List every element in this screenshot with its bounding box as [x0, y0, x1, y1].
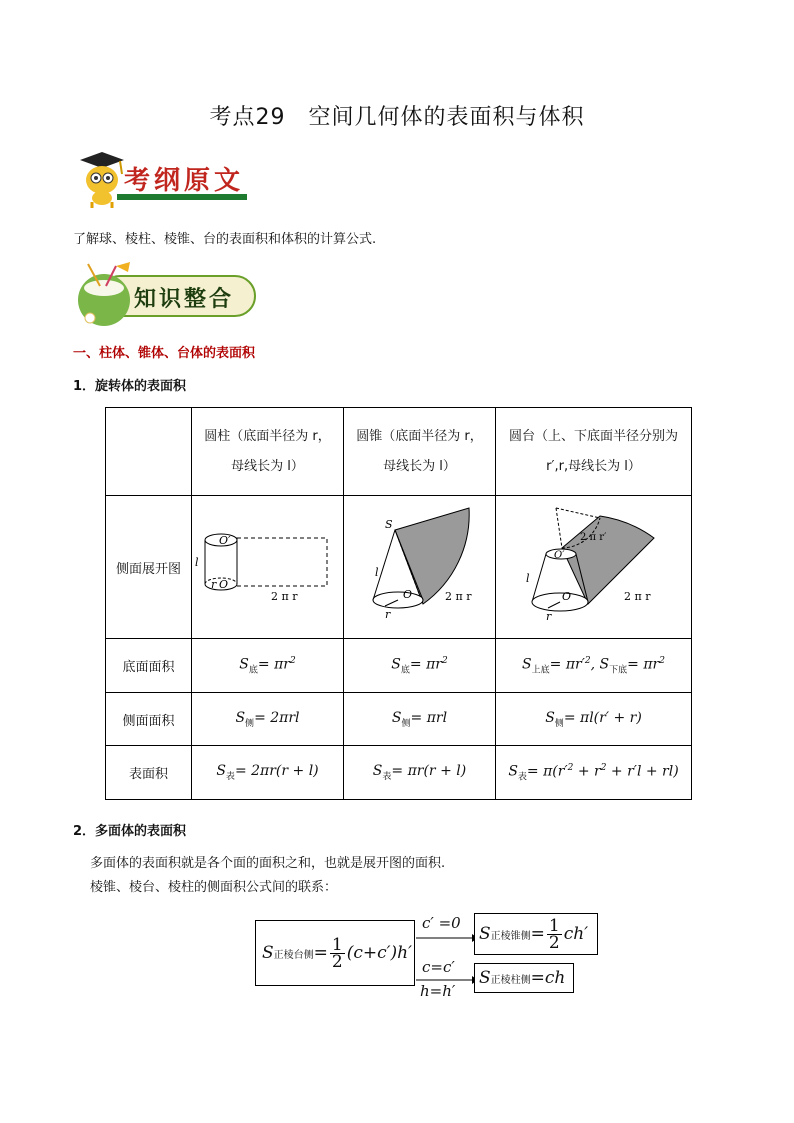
- frustum-label-arc: 2 π r: [624, 590, 651, 603]
- equals: =: [530, 924, 545, 944]
- formula-rest: (c+c′)h′: [346, 943, 412, 963]
- rhs: = πr: [257, 656, 290, 673]
- cyl-label-r: r: [210, 578, 216, 591]
- subscript: 侧: [554, 718, 564, 729]
- subscript: 侧: [245, 718, 255, 729]
- subscript: 正棱台侧: [273, 949, 314, 961]
- rhs: = 2πrl: [254, 709, 300, 726]
- cyl-label-arc: 2 π r: [270, 590, 297, 603]
- cone-lateral-area: [344, 693, 496, 746]
- row-label-base: 底面面积: [106, 639, 192, 693]
- rhs: = πr′: [549, 656, 585, 673]
- subscript: 表: [382, 771, 392, 782]
- symbol-S: S: [372, 763, 383, 780]
- exponent: 2: [289, 655, 296, 666]
- subscript: 表: [225, 771, 235, 782]
- symbol-S: S: [262, 943, 274, 963]
- symbol-S: S: [216, 763, 226, 780]
- cone-label-l: l: [374, 566, 379, 579]
- symbol-S: S: [522, 656, 532, 673]
- rhs: = πrl: [410, 709, 448, 726]
- frustum-lateral-area: [496, 693, 692, 746]
- rhs: + r: [573, 763, 601, 780]
- cylinder-base-area: [192, 639, 344, 693]
- rhs: = πl(r′ + r): [563, 709, 642, 726]
- poly-text-1: 多面体的表面积就是各个面的面积之和，也就是展开图的面积.: [90, 856, 446, 871]
- subscript: 底: [248, 665, 258, 676]
- symbol-S: S: [235, 709, 246, 726]
- rhs: = π(r′: [526, 763, 568, 780]
- exponent: 2: [659, 655, 665, 666]
- formula-rest: =ch: [530, 968, 566, 988]
- frustum-label-O: O: [562, 590, 572, 603]
- symbol-S: S: [479, 924, 491, 944]
- fraction-half: [330, 934, 345, 972]
- cylinder-unfold-diagram: [192, 496, 344, 639]
- symbol-S: S: [239, 656, 249, 673]
- syllabus-banner-text: 考纲原文: [124, 166, 245, 196]
- symbol-S: S: [391, 709, 402, 726]
- symbol-S: , S: [590, 656, 610, 673]
- rhs: = πr: [409, 656, 442, 673]
- header-cone: [344, 408, 496, 496]
- symbol-S: S: [391, 656, 401, 673]
- frustum-unfold-diagram: [496, 496, 692, 639]
- subscript: 下底: [609, 665, 628, 676]
- frustum-label-l: l: [526, 572, 530, 585]
- pyramid-lateral-formula-box: [474, 913, 598, 955]
- header-frustum: [496, 408, 692, 496]
- cone-net-figure: [345, 496, 495, 634]
- subscript: 正棱柱侧: [490, 974, 531, 986]
- sub2-heading: 2．多面体的表面积: [73, 824, 187, 839]
- frustum-lateral-formula-box: [255, 920, 415, 986]
- symbol-S: S: [479, 968, 491, 988]
- symbol-S: S: [545, 709, 555, 726]
- row-label-lateral: 侧面面积: [106, 693, 192, 746]
- cylinder-lateral-area: [192, 693, 344, 746]
- cone-label-arc: 2 π r: [444, 590, 471, 603]
- cylinder-net-figure: [193, 496, 343, 634]
- header-cone-line1: 圆锥（底面半径为 r，: [356, 428, 483, 444]
- prism-lateral-formula-box: [474, 963, 574, 993]
- subscript: 表: [517, 772, 527, 783]
- rhs: = πr: [627, 656, 660, 673]
- cyl-label-O-top: O′: [218, 534, 231, 547]
- cone-label-S: S: [384, 518, 393, 531]
- exponent: 2: [584, 655, 591, 666]
- header-cylinder-line2: 母线长为 l）: [231, 458, 304, 474]
- rhs: + r′l + rl): [606, 763, 679, 780]
- cone-unfold-diagram: [344, 496, 496, 639]
- condition-c-prime-zero: c′ =0: [422, 914, 461, 932]
- sub1-heading: 1．旋转体的表面积: [73, 379, 187, 394]
- section1-heading: 一、柱体、锥体、台体的表面积: [73, 346, 256, 361]
- row-label-surface: 表面积: [106, 746, 192, 800]
- fraction-half: [547, 915, 562, 953]
- symbol-S: S: [508, 763, 518, 780]
- cone-label-O: O: [402, 588, 412, 601]
- header-cylinder: [192, 408, 344, 496]
- numerator: 1: [548, 915, 560, 936]
- knowledge-banner: [70, 262, 260, 328]
- frustum-base-area: [496, 639, 692, 693]
- cone-surface-area: [344, 746, 496, 800]
- page-title: 考点29 空间几何体的表面积与体积: [209, 105, 585, 130]
- subscript: 侧: [401, 718, 411, 729]
- numerator: 1: [331, 934, 343, 955]
- knowledge-banner-text: 知识整合: [134, 287, 235, 312]
- equals: =: [313, 943, 328, 963]
- exponent: 2: [567, 762, 574, 773]
- header-cone-line2: 母线长为 l）: [383, 458, 456, 474]
- row-label-unfold: 侧面展开图: [106, 496, 192, 639]
- subscript: 上底: [531, 665, 550, 676]
- denominator: 2: [548, 932, 560, 953]
- frustum-label-O-top: O′: [554, 550, 565, 561]
- header-frustum-line2: r′,r,母线长为 l）: [546, 458, 641, 474]
- syllabus-text: 了解球、棱柱、棱锥、台的表面积和体积的计算公式.: [73, 232, 377, 247]
- cyl-label-l: l: [194, 556, 199, 569]
- subscript: 正棱锥侧: [490, 930, 531, 942]
- frustum-label-r: r: [546, 610, 552, 623]
- syllabus-banner: [72, 150, 252, 210]
- header-cylinder-line1: 圆柱（底面半径为 r，: [204, 428, 331, 444]
- table-corner: [106, 408, 192, 496]
- cyl-label-O: O: [218, 578, 228, 591]
- rhs: = 2πr(r + l): [234, 763, 319, 780]
- cone-label-r: r: [384, 608, 390, 621]
- condition-c-equals: c=c′: [422, 958, 455, 976]
- subscript: 底: [400, 665, 410, 676]
- rotation-surface-table: [105, 407, 692, 800]
- frustum-net-figure: [496, 496, 691, 634]
- denominator: 2: [331, 951, 343, 972]
- frustum-surface-area: [496, 746, 692, 800]
- cone-base-area: [344, 639, 496, 693]
- condition-h-equals: h=h′: [420, 982, 456, 1000]
- header-frustum-line1: 圆台（上、下底面半径分别为: [508, 428, 678, 444]
- poly-text-2: 棱锥、棱台、棱柱的侧面积公式间的联系：: [90, 880, 338, 895]
- rhs: = πr(r + l): [391, 763, 467, 780]
- formula-rest: ch′: [563, 924, 589, 944]
- exponent: 2: [600, 762, 607, 773]
- cylinder-surface-area: [192, 746, 344, 800]
- frustum-label-top-arc: 2 π r′: [580, 532, 607, 543]
- exponent: 2: [441, 655, 448, 666]
